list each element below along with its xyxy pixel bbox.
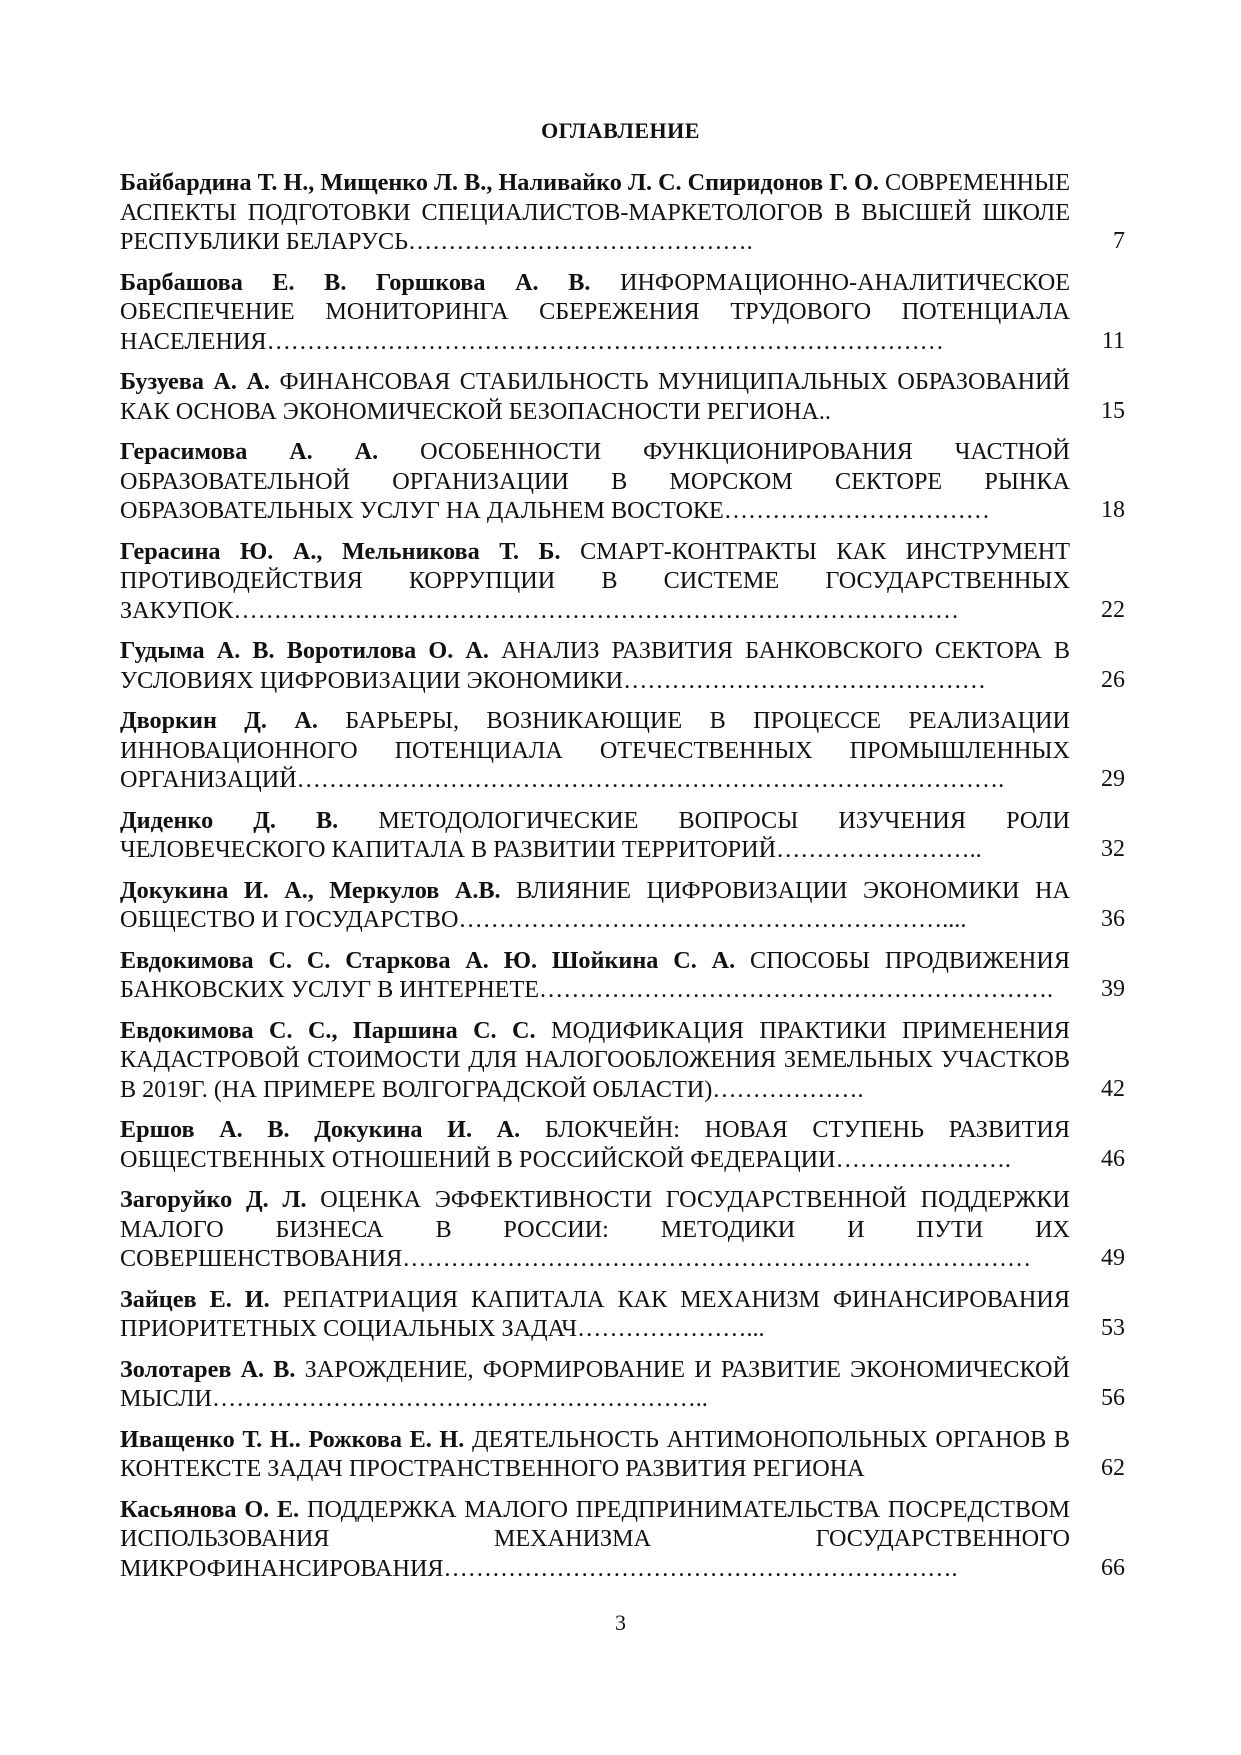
- toc-entry: [120, 537, 1125, 626]
- toc-entry-page: 26: [1101, 666, 1125, 693]
- toc-entry-title: АНАЛИЗ РАЗВИТИЯ БАНКОВСКОГО СЕКТОРА В УСЛОВИЯХ ЦИФРОВИЗАЦИИ ЭКОНОМИКИ………………………………………: [120, 637, 1070, 694]
- toc-entry-title: ОЦЕНКА ЭФФЕКТИВНОСТИ ГОСУДАРСТВЕННОЙ ПОДДЕРЖКИ МАЛОГО БИЗНЕСА В РОССИИ: МЕТОДИКИ И ПУТИ ИХ СОВЕРШЕНСТВОВАНИЯ……………………………………………………………………: [120, 1186, 1070, 1272]
- toc-entry-text: [120, 1495, 1070, 1584]
- toc-entry: [120, 946, 1125, 1005]
- toc-entry-page: 22: [1101, 596, 1125, 623]
- toc-entry-page: 32: [1101, 836, 1125, 862]
- toc-entry: [120, 1285, 1125, 1344]
- toc-entry: [120, 806, 1125, 865]
- toc-entry-authors: Диденко Д. В.: [120, 806, 339, 834]
- toc-entry-title: ДЕЯТЕЛЬНОСТЬ АНТИМОНОПОЛЬНЫХ ОРГАНОВ В КОНТЕКСТЕ ЗАДАЧ ПРОСТРАНСТВЕННОГО РАЗВИТИЯ РЕГИОНА: [120, 1425, 1071, 1482]
- toc-entry: [120, 876, 1125, 935]
- toc-entry-page: 49: [1101, 1245, 1125, 1271]
- toc-entry: [120, 1115, 1125, 1174]
- toc-entry-authors: Дворкин Д. А.: [120, 707, 318, 734]
- toc-entry-authors: Загоруйко Д. Л.: [120, 1186, 307, 1213]
- toc-entry: [120, 1185, 1125, 1274]
- toc-entry-text: [120, 1285, 1070, 1344]
- toc-entry-text: [120, 1016, 1070, 1105]
- page-number: 3: [615, 1610, 626, 1635]
- toc-entry-text: [120, 806, 1070, 865]
- toc-entry-authors: Докукина И. А., Меркулов А.В.: [120, 876, 501, 904]
- toc-entry-title: СМАРТ-КОНТРАКТЫ КАК ИНСТРУМЕНТ ПРОТИВОДЕЙСТВИЯ КОРРУПЦИИ В СИСТЕМЕ ГОСУДАРСТВЕННЫХ ЗАКУПОК………………………………………………………………………………: [120, 537, 1070, 624]
- toc-entry-page: 62: [1101, 1455, 1125, 1481]
- toc-entry-page: 11: [1101, 327, 1125, 354]
- toc-entry-authors: Евдокимова С. С. Старкова А. Ю. Шойкина С. А.: [120, 946, 736, 974]
- toc-entry-authors: Иващенко Т. Н.. Рожкова Е. Н.: [120, 1425, 465, 1453]
- toc-entry-title: ПОДДЕРЖКА МАЛОГО ПРЕДПРИНИМАТЕЛЬСТВА ПОСРЕДСТВОМ ИСПОЛЬЗОВАНИЯ МЕХАНИЗМА ГОСУДАРСТВЕННОГО МИКРОФИНАНСИРОВАНИЯ……………………………………………………….: [120, 1495, 1070, 1582]
- toc-entry-text: [120, 636, 1070, 695]
- toc-entry-authors: Гудыма А. В. Воротилова О. А.: [120, 637, 489, 664]
- toc-entry-title: ЗАРОЖДЕНИЕ, ФОРМИРОВАНИЕ И РАЗВИТИЕ ЭКОНОМИЧЕСКОЙ МЫСЛИ……………………………………………………..: [120, 1355, 1070, 1412]
- toc-entry-authors: Герасина Ю. А., Мельникова Т. Б.: [120, 537, 561, 565]
- toc-entry-page: 7: [1113, 228, 1125, 254]
- toc-entry-title: ОСОБЕННОСТИ ФУНКЦИОНИРОВАНИЯ ЧАСТНОЙ ОБРАЗОВАТЕЛЬНОЙ ОРГАНИЗАЦИИ В МОРСКОМ СЕКТОРЕ РЫНКА ОБРАЗОВАТЕЛЬНЫХ УСЛУГ НА ДАЛЬНЕМ ВОСТОКЕ……………………………: [120, 438, 1070, 524]
- toc-entry-title: СОВРЕМЕННЫЕ АСПЕКТЫ ПОДГОТОВКИ СПЕЦИАЛИСТОВ-МАРКЕТОЛОГОВ В ВЫСШЕЙ ШКОЛЕ РЕСПУБЛИКИ БЕЛАРУСЬ…………………………………….: [120, 169, 1070, 255]
- toc-entry-page: 29: [1101, 766, 1125, 792]
- toc-entry-page: 39: [1101, 976, 1125, 1002]
- toc-entry-text: [120, 168, 1070, 257]
- toc-entry-page: 46: [1101, 1145, 1125, 1172]
- toc-entry-text: [120, 537, 1070, 626]
- toc-entry-title: МЕТОДОЛОГИЧЕСКИЕ ВОПРОСЫ ИЗУЧЕНИЯ РОЛИ ЧЕЛОВЕЧЕСКОГО КАПИТАЛА В РАЗВИТИИ ТЕРРИТОРИЙ……………………..: [120, 806, 1070, 863]
- toc-heading: ОГЛАВЛЕНИЕ: [541, 118, 700, 143]
- toc-entry-text: [120, 268, 1070, 357]
- toc-entry-authors: Зайцев Е. И.: [120, 1285, 270, 1313]
- toc-entry-title: ИНФОРМАЦИОННО-АНАЛИТИЧЕСКОЕ ОБЕСПЕЧЕНИЕ МОНИТОРИНГА СБЕРЕЖЕНИЯ ТРУДОВОГО ПОТЕНЦИАЛА НАСЕЛЕНИЯ…………………………………………………………………………: [120, 268, 1070, 355]
- toc-entry-title: МОДИФИКАЦИЯ ПРАКТИКИ ПРИМЕНЕНИЯ КАДАСТРОВОЙ СТОИМОСТИ ДЛЯ НАЛОГООБЛОЖЕНИЯ ЗЕМЕЛЬНЫХ УЧАСТКОВ В 2019Г. (НА ПРИМЕРЕ ВОЛГОГРАДСКОЙ ОБЛАСТИ)……………….: [120, 1016, 1070, 1103]
- toc-entry-authors: Герасимова А. А.: [120, 438, 379, 465]
- toc-entry-authors: Барбашова Е. В. Горшкова А. В.: [120, 268, 591, 296]
- toc-entry-authors: Байбардина Т. Н., Мищенко Л. В., Наливайко Л. С. Спиридонов Г. О.: [120, 169, 879, 196]
- toc-entry-authors: Ершов А. В. Докукина И. А.: [120, 1116, 521, 1143]
- toc-entry-page: 66: [1101, 1554, 1125, 1581]
- toc-entry-page: 18: [1101, 497, 1125, 523]
- toc-entry-authors: Бузуева А. А.: [120, 368, 270, 395]
- toc-entry-title: СПОСОБЫ ПРОДВИЖЕНИЯ БАНКОВСКИХ УСЛУГ В ИНТЕРНЕТЕ……………………………………………………….: [120, 946, 1070, 1003]
- toc-entry: [120, 168, 1125, 257]
- toc-entry: [120, 1495, 1125, 1584]
- toc-entry-page: 56: [1101, 1385, 1125, 1411]
- toc-entry-page: 53: [1101, 1315, 1125, 1341]
- toc-entry-text: [120, 1425, 1070, 1484]
- toc-entry-title: ВЛИЯНИЕ ЦИФРОВИЗАЦИИ ЭКОНОМИКИ НА ОБЩЕСТВО И ГОСУДАРСТВО……………………………………………………....: [120, 876, 1070, 933]
- toc-entry: [120, 706, 1125, 795]
- toc-entry-text: [120, 1115, 1070, 1174]
- toc-entry-text: [120, 437, 1070, 526]
- toc-entry-text: [120, 1185, 1070, 1274]
- toc-entry-authors: Касьянова О. Е.: [120, 1495, 300, 1523]
- toc-entry: [120, 367, 1125, 426]
- toc-entry-text: [120, 946, 1070, 1005]
- toc-entry: [120, 636, 1125, 695]
- toc-entry-title: ФИНАНСОВАЯ СТАБИЛЬНОСТЬ МУНИЦИПАЛЬНЫХ ОБРАЗОВАНИЙ КАК ОСНОВА ЭКОНОМИЧЕСКОЙ БЕЗОПАСНОСТИ РЕГИОНА..: [120, 368, 1070, 425]
- toc-entry-title: РЕПАТРИАЦИЯ КАПИТАЛА КАК МЕХАНИЗМ ФИНАНСИРОВАНИЯ ПРИОРИТЕТНЫХ СОЦИАЛЬНЫХ ЗАДАЧ…………………...: [120, 1285, 1070, 1342]
- toc-entry-text: [120, 1355, 1070, 1414]
- toc-entry-title: БЛОКЧЕЙН: НОВАЯ СТУПЕНЬ РАЗВИТИЯ ОБЩЕСТВЕННЫХ ОТНОШЕНИЙ В РОССИЙСКОЙ ФЕДЕРАЦИИ………………….: [120, 1116, 1071, 1173]
- toc-entry-title: БАРЬЕРЫ, ВОЗНИКАЮЩИЕ В ПРОЦЕССЕ РЕАЛИЗАЦИИ ИННОВАЦИОННОГО ПОТЕНЦИАЛА ОТЕЧЕСТВЕННЫХ ПРОМЫШЛЕННЫХ ОРГАНИЗАЦИЙ…………………………………………………………………………….: [120, 707, 1071, 793]
- toc-entry-page: 42: [1101, 1075, 1125, 1102]
- toc-entry: [120, 1016, 1125, 1105]
- toc-entry-authors: Золотарев А. В.: [120, 1355, 296, 1383]
- toc-entry-text: [120, 367, 1070, 426]
- toc-entry-text: [120, 706, 1070, 795]
- toc-entry-page: 15: [1101, 397, 1125, 424]
- toc-entry: [120, 268, 1125, 357]
- table-of-contents: [120, 168, 1125, 1594]
- toc-entry: [120, 1355, 1125, 1414]
- toc-entry-page: 36: [1101, 906, 1125, 932]
- toc-entry-text: [120, 876, 1070, 935]
- toc-entry: [120, 1425, 1125, 1484]
- toc-entry-authors: Евдокимова С. С., Паршина С. С.: [120, 1016, 536, 1044]
- toc-entry: [120, 437, 1125, 526]
